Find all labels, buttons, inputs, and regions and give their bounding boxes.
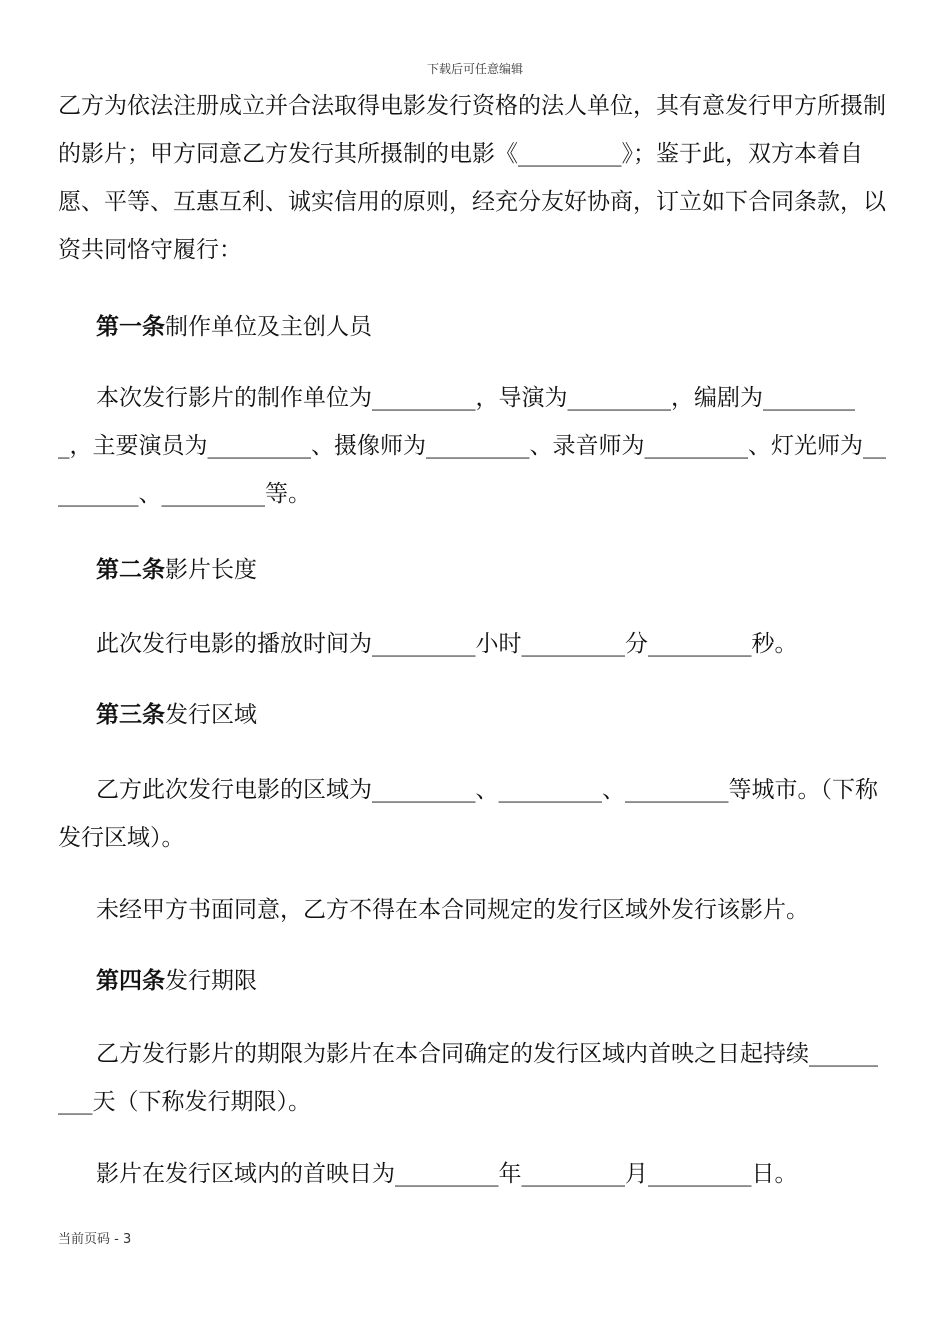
article-title: 发行区域 xyxy=(165,702,257,728)
article-3-body: 乙方此次发行电影的区域为_________、_________、_________等城市。（下称发行区域）。 xyxy=(58,777,878,851)
page-header: 下载后可任意编辑 xyxy=(426,62,523,76)
article-4-body: 乙方发行影片的期限为影片在本合同确定的发行区域内首映之日起持续_________天（下称发行期限）。 xyxy=(58,1041,878,1115)
article-3-heading xyxy=(96,700,257,730)
article-title: 制作单位及主创人员 xyxy=(165,314,372,340)
article-2-body: 此次发行电影的播放时间为_________小时_________分_________秒。 xyxy=(96,631,798,657)
article-4-premiere: 影片在发行区域内的首映日为_________年_________月_________日。 xyxy=(96,1161,798,1187)
article-title: 影片长度 xyxy=(165,557,257,583)
article-1-heading xyxy=(96,312,372,342)
article-3-restriction: 未经甲方书面同意，乙方不得在本合同规定的发行区域外发行该影片。 xyxy=(96,897,809,923)
page-footer: 当前页码 - 3 xyxy=(58,1232,132,1247)
article-4-heading xyxy=(96,966,257,996)
article-number: 第一条 xyxy=(96,313,165,340)
article-number: 第二条 xyxy=(96,556,165,583)
article-title: 发行期限 xyxy=(165,968,257,994)
article-number: 第三条 xyxy=(96,701,165,728)
article-number: 第四条 xyxy=(96,967,165,994)
intro-paragraph: 乙方为依法注册成立并合法取得电影发行资格的法人单位，其有意发行甲方所摄制的影片；甲方同意乙方发行其所摄制的电影《_________》；鉴于此，双方本着自愿、平等、互惠互利、诚实信用的原则，经充分友好协商，订立如下合同条款，以资共同恪守履行： xyxy=(58,93,886,263)
article-2-heading xyxy=(96,555,257,585)
article-1-body: 本次发行影片的制作单位为_________，导演为_________，编剧为_________，主要演员为_________、摄像师为_________、录音师为_________、灯光师为_________、_________等。 xyxy=(58,385,886,507)
